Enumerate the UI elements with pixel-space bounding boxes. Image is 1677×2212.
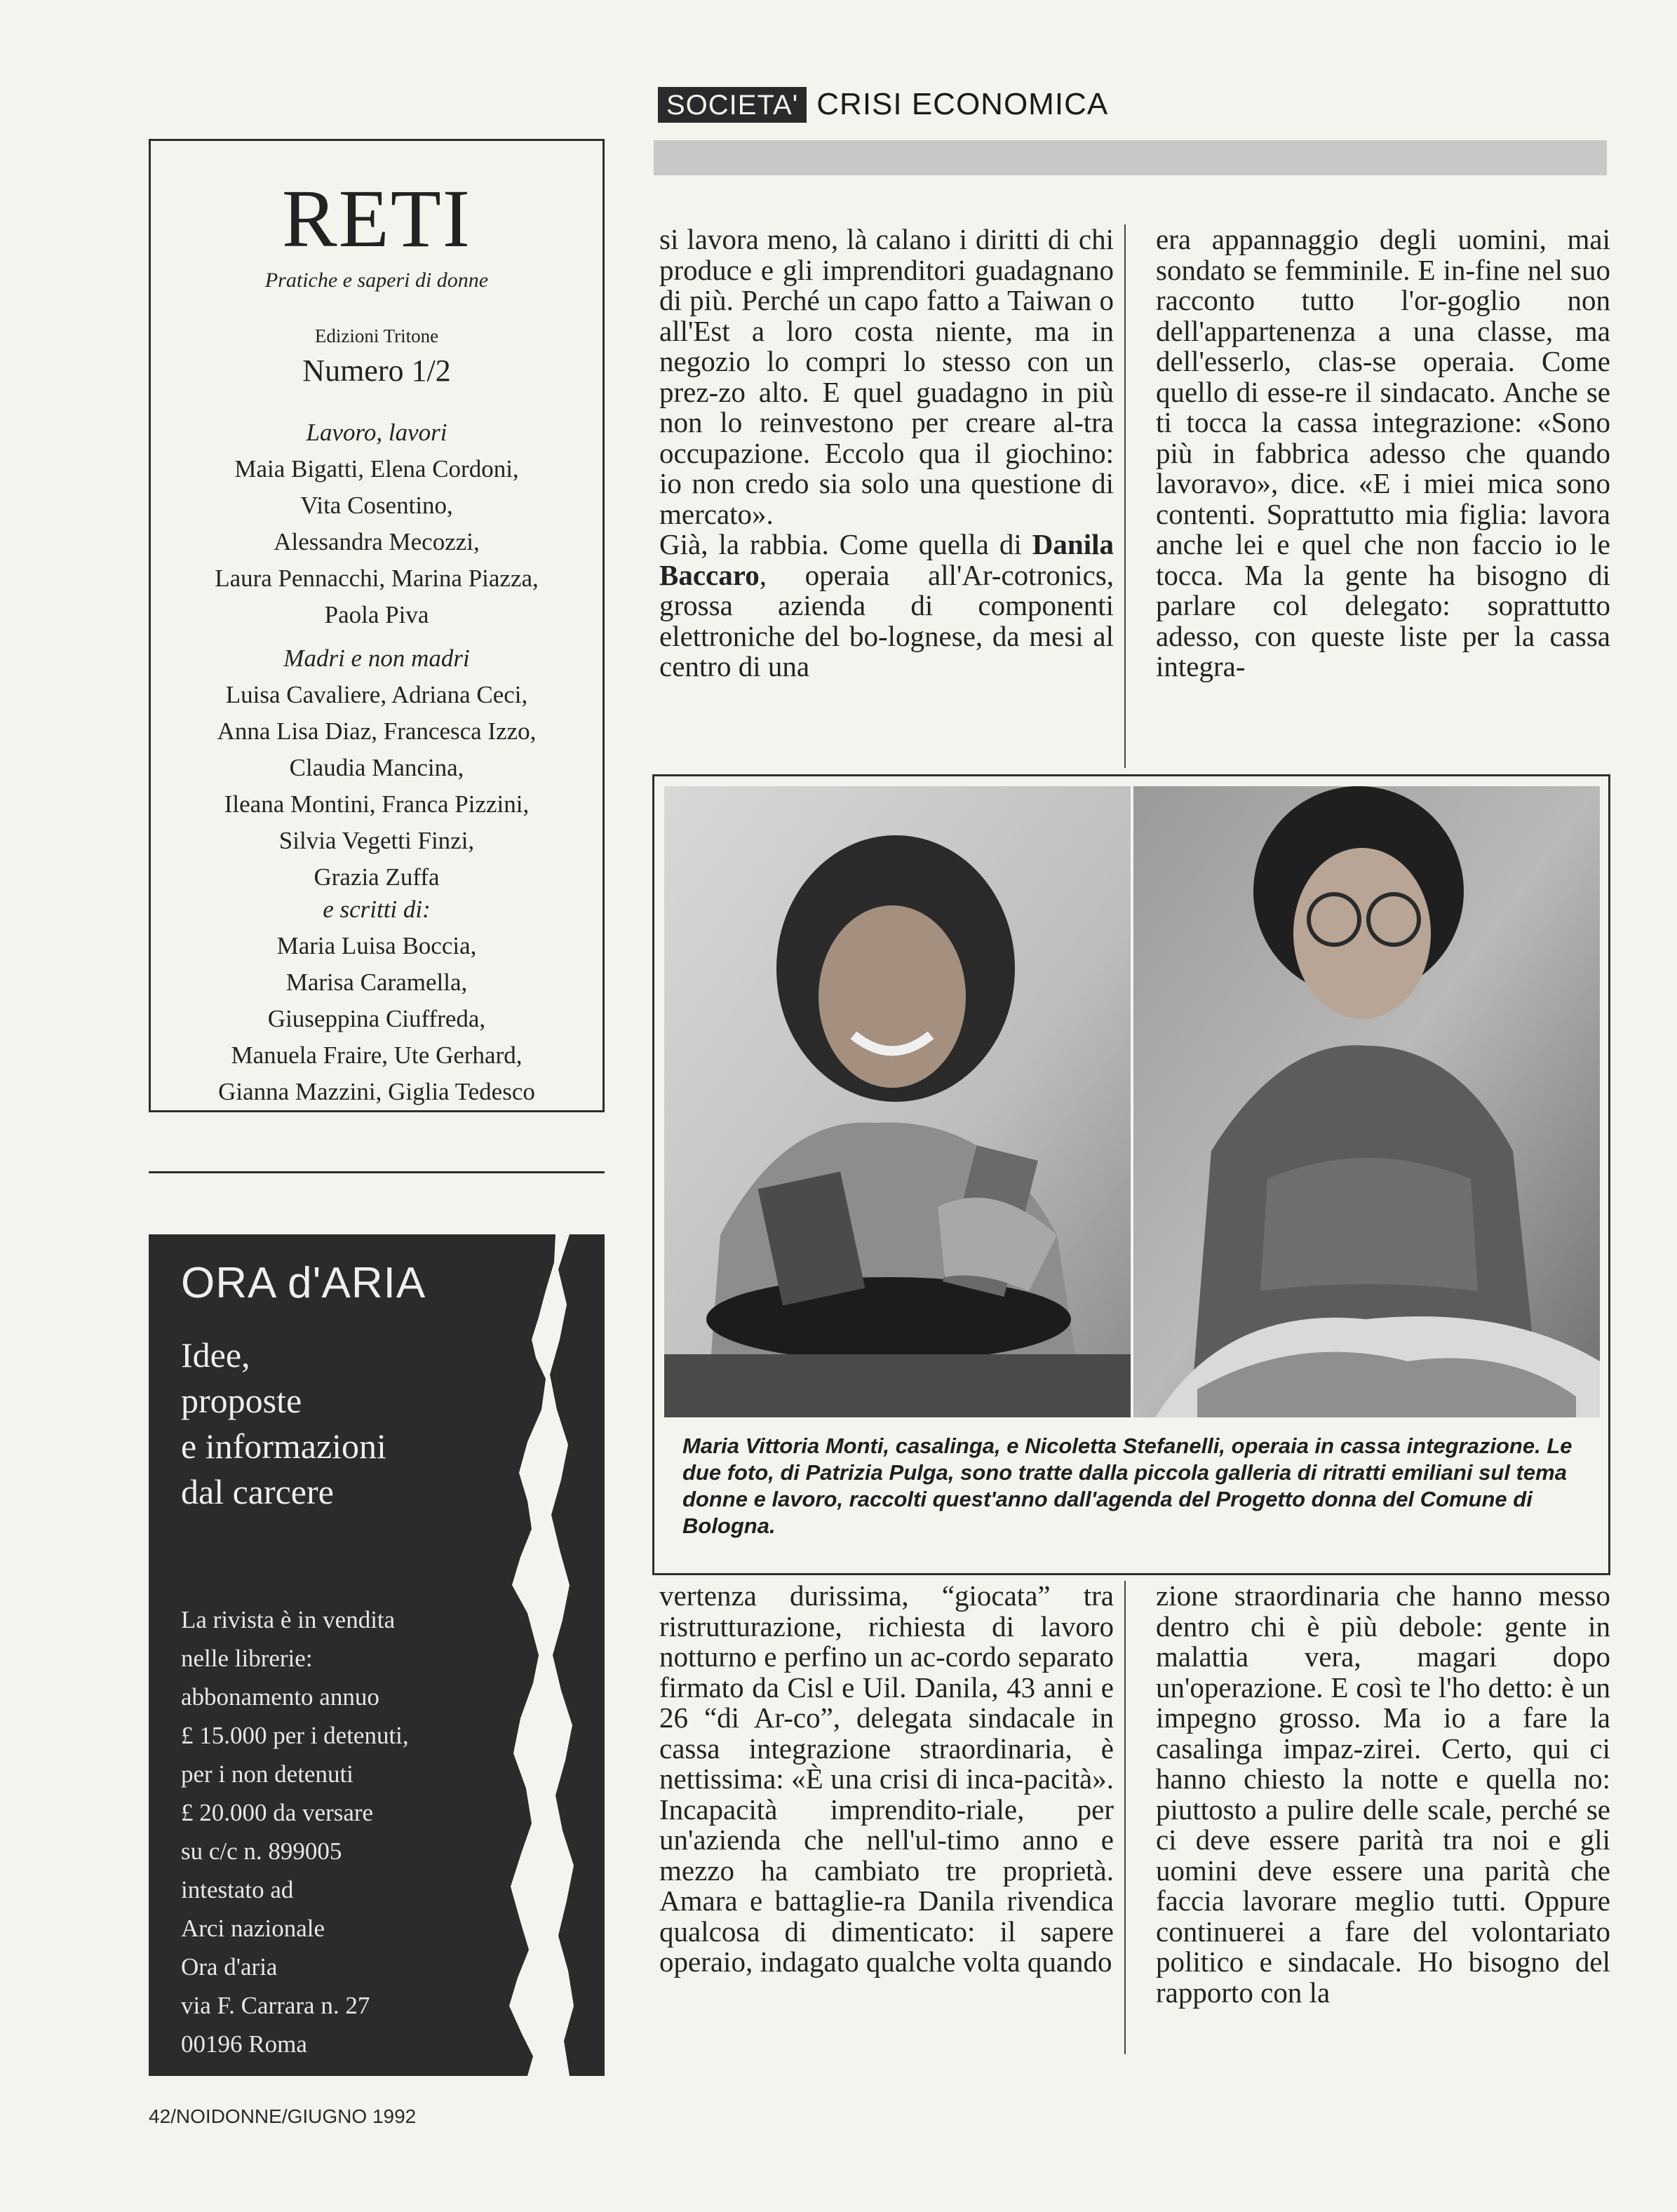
ad-tagline-line: e informazioni (181, 1427, 386, 1466)
ad-info-line: £ 20.000 da versare (181, 1799, 374, 1826)
reti-author-line: Alessandra Mecozzi, (274, 528, 480, 555)
article-text: , operaia all'Ar-cotronics, grossa azienda di componenti elettroniche del bo-lognese, da mesi al centro di una (659, 558, 1114, 682)
article-column-bottom-left (659, 1581, 1114, 1978)
article-paragraph (659, 530, 1114, 682)
photo-right-operaia (1133, 786, 1600, 1417)
reti-group-scritti (151, 891, 602, 1110)
reti-author-line: Maia Bigatti, Elena Cordoni, (234, 455, 519, 483)
section-header (658, 83, 1108, 126)
reti-publisher: Edizioni Tritone (314, 325, 439, 346)
ad-info-line: su c/c n. 899005 (181, 1837, 342, 1865)
article-column-bottom-right (1156, 1581, 1610, 2008)
ad-info-line: £ 15.000 per i detenuti, (181, 1722, 409, 1749)
article-paragraph: si lavora meno, là calano i diritti di chi produce e gli imprenditori guadagnano di più. Perché un capo fatto a Taiwan o all'Est a loro costa niente, ma in negozio lo compri lo stesso con un prez-zo alto. E quel guadagno in più non lo reinvestono per creare al-tra occupazione. Eccolo qua il giochino: io non credo sia solo una questione di mercato». (659, 223, 1114, 530)
section-tag: SOCIETA' (658, 87, 807, 123)
reti-author-line: Silvia Vegetti Finzi, (278, 827, 475, 854)
reti-author-line: Ileana Montini, Franca Pizzini, (224, 790, 530, 818)
photo-block (652, 774, 1610, 1575)
ad-info-line: 00196 Roma (181, 2030, 307, 2058)
ad-info-line: Arci nazionale (181, 1915, 325, 1942)
reti-author-line: Paola Piva (324, 601, 429, 628)
reti-group-title: Madri e non madri (283, 645, 470, 672)
reti-title: RETI (281, 173, 472, 264)
reti-group-title: Lavoro, lavori (306, 419, 447, 446)
reti-author-line: Gianna Mazzini, Giglia Tedesco (218, 1078, 535, 1105)
ad-title: ORA d'ARIA (181, 1259, 426, 1307)
reti-author-line: Marisa Caramella, (285, 969, 468, 996)
reti-author-line: Grazia Zuffa (314, 863, 440, 891)
ad-info-line: intestato ad (181, 1876, 294, 1903)
reti-author-line: Anna Lisa Diaz, Francesca Izzo, (217, 717, 537, 745)
article-column-top-left (659, 224, 1114, 682)
header-gray-bar (654, 140, 1607, 175)
article-text: Già, la rabbia. Come quella di (659, 528, 1032, 560)
ad-info-line: nelle librerie: (181, 1645, 313, 1672)
photo-divider (1131, 786, 1133, 1417)
divider (149, 1171, 605, 1173)
section-topic: CRISI ECONOMICA (816, 87, 1109, 121)
reti-issue: Numero 1/2 (302, 353, 451, 388)
page-footer: 42/NOIDONNE/GIUGNO 1992 (149, 2105, 417, 2127)
ad-info-line: La rivista è in vendita (181, 1606, 396, 1633)
reti-subtitle: Pratiche e saperi di donne (264, 269, 489, 292)
reti-book-box (149, 139, 605, 1112)
article-paragraph: era appannaggio degli uomini, mai sondato se femminile. E in-fine nel suo racconto tutto l'or-goglio non dell'appartenenza a una classe, ma dell'esserlo, clas-se operaia. Come quello di esse-re il sindacato. Anche se ti tocca la cassa integrazione: «Sono più in fabbrica adesso che quando lavoravo», dice. «E i miei mica sono contenti. Soprattutto mia figlia: lavora anche lei e quel che non faccio io le tocca. Ma la gente ha bisogno di parlare col delegato: soprattutto adesso, con queste liste per la cassa integra- (1156, 223, 1610, 682)
photo-left-casalinga (664, 786, 1131, 1417)
column-rule (1124, 224, 1126, 768)
portrait-photos (664, 786, 1600, 1417)
ad-info-line: per i non detenuti (181, 1760, 353, 1788)
ad-info-line: abbonamento annuo (181, 1683, 379, 1711)
reti-author-line: Vita Cosentino, (300, 492, 453, 519)
ad-tagline-line: Idee, (181, 1335, 250, 1375)
interviewee-name: Danila Baccaro (659, 528, 1114, 591)
ad-info-line: via F. Carrara n. 27 (181, 1992, 370, 2019)
reti-group-lavoro (151, 414, 602, 633)
ad-tagline (181, 1333, 386, 1515)
reti-author-line: Luisa Cavaliere, Adriana Ceci, (225, 681, 528, 708)
article-paragraph: zione straordinaria che hanno messo dentro chi è più debole: gente in malattia vera, magari dopo un'operazione. E così te l'ho detto: è un impegno grosso. Ma io a fare la casalinga impaz-zirei. Certo, qui ci hanno chiesto la notte e quella no: piuttosto a pulire delle scale, perché se ci deve essere parità tra noi e gli uomini deve essere una parità che faccia lavorare meglio tutti. Oppure continuerei a fare del volontariato politico e sindacale. Ho bisogno del rapporto con la (1156, 1579, 1610, 2009)
article-column-top-right (1156, 224, 1610, 682)
reti-author-line: Maria Luisa Boccia, (276, 932, 477, 959)
reti-group-title: e scritti di: (323, 896, 431, 923)
ad-tagline-line: dal carcere (181, 1472, 334, 1511)
reti-group-madri (151, 640, 602, 896)
reti-author-line: Claudia Mancina, (289, 754, 464, 781)
ad-info (181, 1600, 409, 2063)
ad-info-line: Ora d'aria (181, 1953, 278, 1981)
reti-author-line: Manuela Fraire, Ute Gerhard, (231, 1041, 523, 1069)
reti-author-line: Laura Pennacchi, Marina Piazza, (215, 565, 539, 592)
article-paragraph: vertenza durissima, “giocata” tra ristrutturazione, richiesta di lavoro notturno e perfino un ac-cordo separato firmato da Cisl e Uil. Danila, 43 anni e 26 “di Ar-co”, delegata sindacale in cassa integrazione straordinaria, è nettissima: «È una crisi di inca-pacità». Incapacità imprendito-riale, per un'azienda che nell'ul-timo anno e mezzo ha cambiato tre proprietà. Amara e battaglie-ra Danila rivendica qualcosa di dimenticato: il sapere operaio, indagato qualche volta quando (659, 1579, 1114, 1978)
ora-daria-ad (149, 1234, 605, 2076)
photo-caption: Maria Vittoria Monti, casalinga, e Nicoletta Stefanelli, operaia in cassa integrazione. Le due foto, di Patrizia Pulga, sono tratte dalla piccola galleria di ritratti emiliani sul tema donne e lavoro, raccolti quest'anno dall'agenda del Progetto donna del Comune di Bologna. (682, 1434, 1572, 1538)
column-rule (1124, 1581, 1126, 2054)
ad-tagline-line: proposte (181, 1381, 302, 1420)
reti-author-line: Giuseppina Ciuffreda, (267, 1005, 486, 1032)
